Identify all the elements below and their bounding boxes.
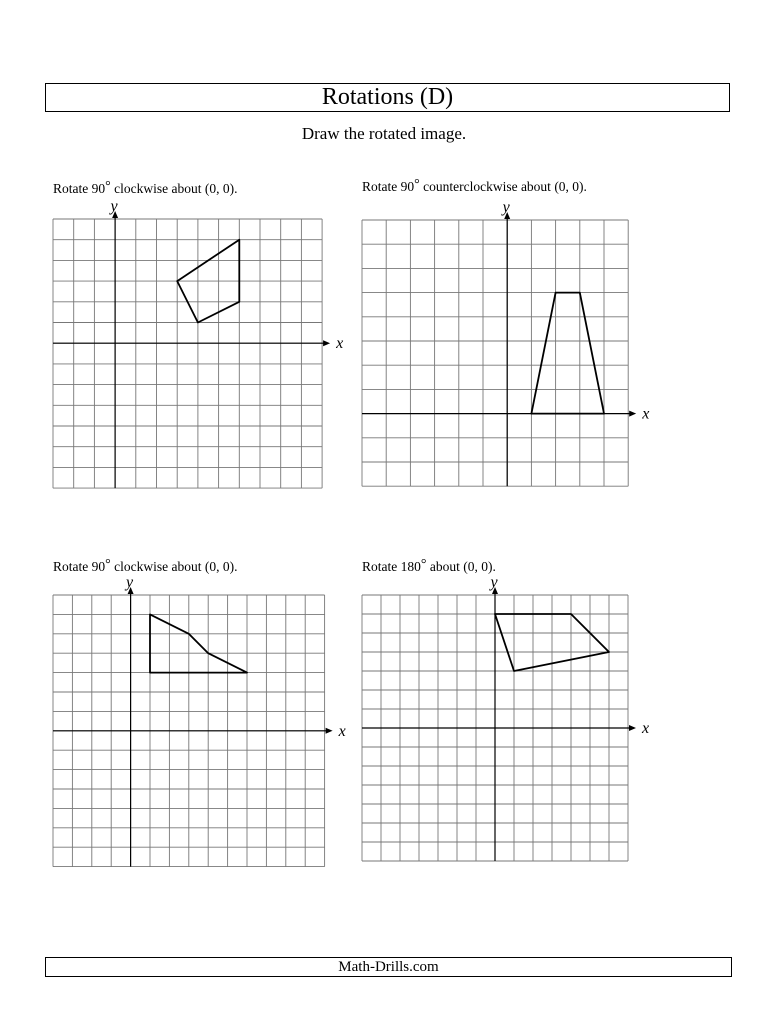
worksheet-title: Rotations (D) xyxy=(45,83,730,112)
problem-2-instruction-post: counterclockwise about (0, 0). xyxy=(419,179,587,194)
problem-4-instruction xyxy=(362,557,496,575)
degree-symbol: ° xyxy=(420,557,427,572)
problem-2-grid[interactable] xyxy=(362,199,650,486)
degree-symbol: ° xyxy=(105,557,111,572)
problem-3-instruction-pre: Rotate 90 xyxy=(53,559,106,574)
preimage-shape xyxy=(531,293,604,414)
footer-source: Math-Drills.com xyxy=(45,957,732,977)
problem-2-instruction-pre: Rotate 90 xyxy=(362,179,415,194)
problem-3-instruction-post: clockwise about (0, 0). xyxy=(110,559,238,574)
problem-4-instruction-pre: Rotate 180 xyxy=(362,559,421,574)
problem-1-instruction-pre: Rotate 90 xyxy=(53,181,106,196)
x-axis-label: x xyxy=(338,722,346,740)
x-axis-arrow-icon xyxy=(629,411,636,417)
x-axis-arrow-icon xyxy=(323,340,330,346)
problem-1-grid[interactable] xyxy=(53,198,344,488)
problem-1-instruction-post: clockwise about (0, 0). xyxy=(110,181,238,196)
x-axis-label: x xyxy=(642,405,650,423)
problem-3-grid[interactable] xyxy=(53,574,346,867)
x-axis-arrow-icon xyxy=(326,728,333,734)
x-axis-arrow-icon xyxy=(629,725,636,731)
y-axis-label: y xyxy=(490,574,498,591)
problem-4-grid[interactable] xyxy=(362,574,650,861)
y-axis-label: y xyxy=(110,198,118,215)
degree-symbol: ° xyxy=(414,177,420,192)
degree-symbol: ° xyxy=(105,179,111,194)
x-axis-label: x xyxy=(642,720,650,737)
y-axis-label: y xyxy=(126,574,134,591)
x-axis-label: x xyxy=(336,335,344,353)
preimage-shape xyxy=(150,614,247,672)
problem-2-instruction xyxy=(362,177,587,195)
problem-3-instruction xyxy=(53,557,237,575)
problem-1-instruction xyxy=(53,179,237,197)
y-axis-label: y xyxy=(502,199,510,216)
problem-4-instruction-post: about (0, 0). xyxy=(426,559,496,574)
worksheet-instructions: Draw the rotated image. xyxy=(301,124,467,143)
